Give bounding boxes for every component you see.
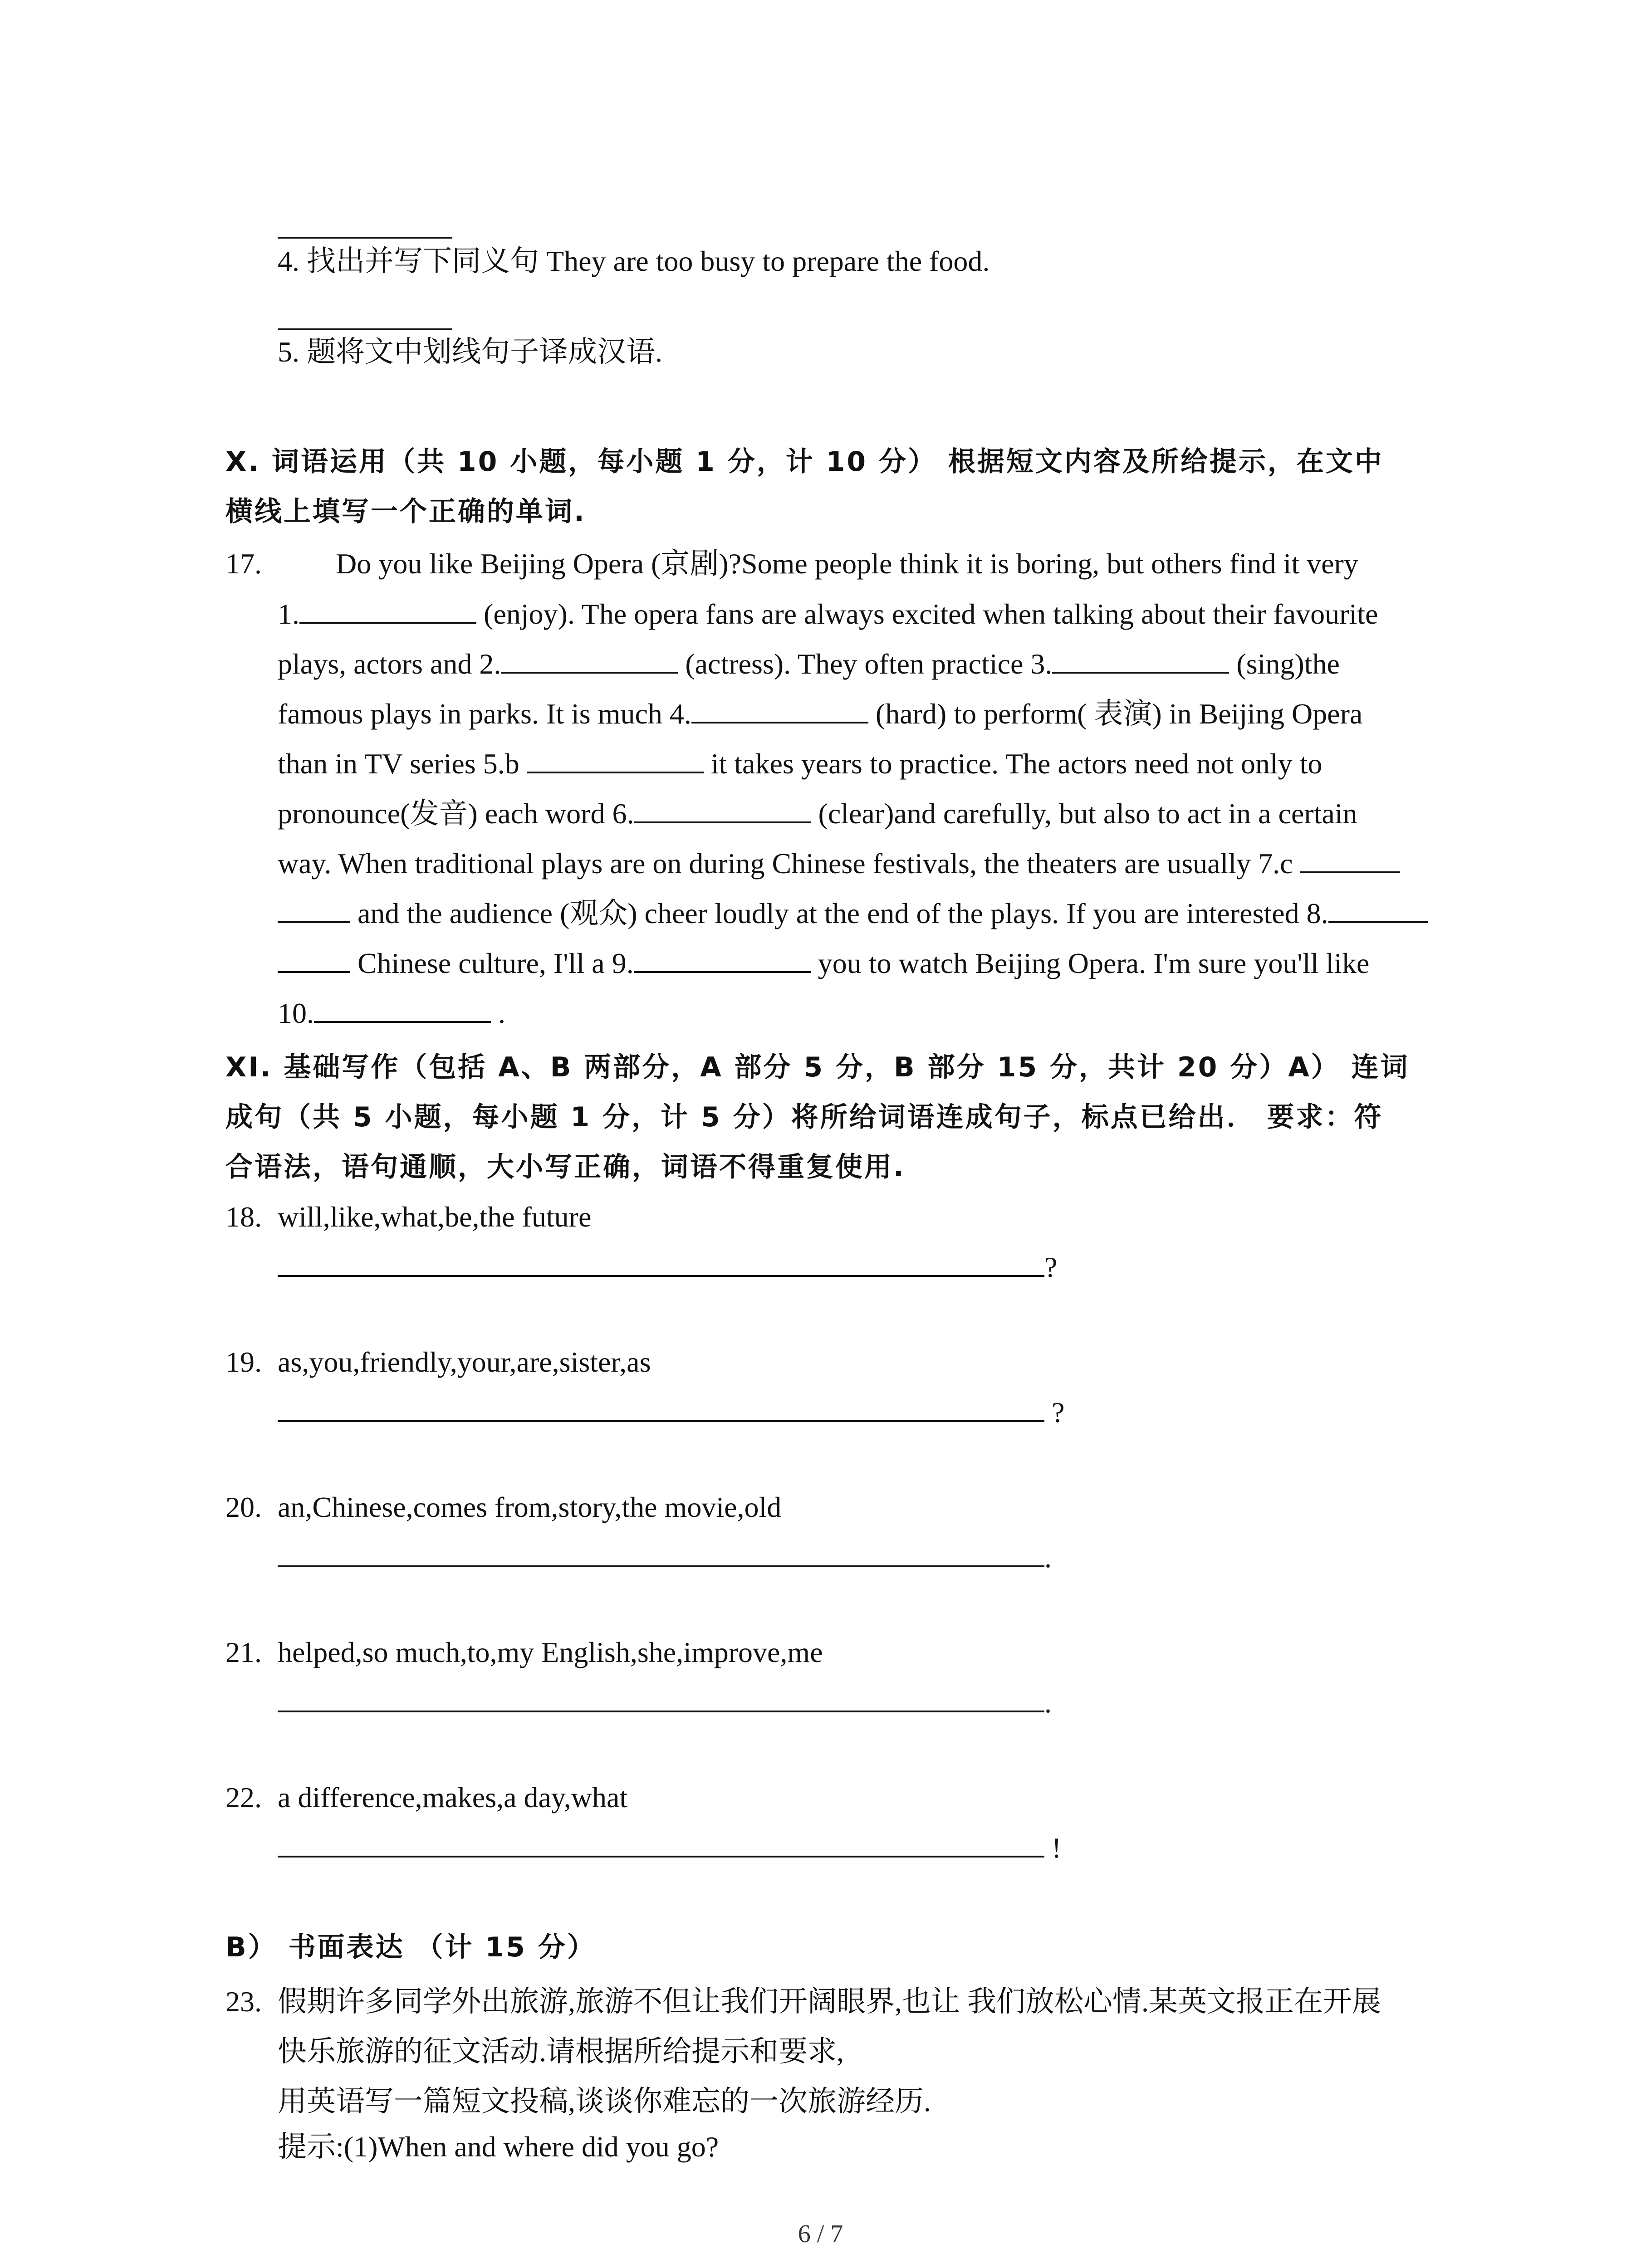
blank-7-cont[interactable]: [278, 895, 350, 923]
passage-line-7: way. When traditional plays are on during Chinese festivals, the theaters are usually 7.c: [278, 845, 1400, 882]
question-23-line-2: 快乐旅游的征文活动.请根据所给提示和要求,: [278, 2035, 844, 2068]
question-4: 4. 找出并写下同义句 They are too busy to prepare the food.: [278, 245, 990, 277]
blank-2[interactable]: [501, 645, 678, 674]
question-5: 5. 题将文中划线句子译成汉语.: [278, 336, 662, 368]
passage-line-3: plays, actors and 2. (actress). They often practice 3. (sing)the: [278, 645, 1340, 682]
question-21-number: 21.: [225, 1636, 262, 1668]
blank-5[interactable]: [527, 745, 704, 773]
question-17-number: 17.: [225, 547, 262, 580]
question-20-number: 20.: [225, 1491, 262, 1523]
answer-blank[interactable]: [278, 237, 452, 239]
question-18-answer-line: ?: [278, 1249, 1057, 1286]
blank-10[interactable]: [314, 995, 491, 1023]
page-number: 6 / 7: [798, 2220, 843, 2248]
question-20-answer-line: .: [278, 1539, 1052, 1576]
blank-6[interactable]: [634, 795, 811, 823]
question-22-number: 22.: [225, 1781, 262, 1813]
blank-9[interactable]: [634, 945, 811, 973]
section-xi-heading-cont: 合语法，语句通顺，大小写正确，词语不得重复使用.: [225, 1151, 906, 1183]
passage-line-8: and the audience (观众) cheer loudly at the end of the plays. If you are interested 8.: [278, 895, 1428, 932]
answer-blank[interactable]: [278, 328, 452, 330]
blank-1[interactable]: [299, 596, 476, 624]
answer-blank[interactable]: [278, 1539, 1044, 1567]
question-19-words: as,you,friendly,your,are,sister,as: [278, 1346, 651, 1378]
question-23-line-3: 用英语写一篇短文投稿,谈谈你难忘的一次旅游经历.: [278, 2085, 931, 2117]
passage-line-4: famous plays in parks. It is much 4. (hard) to perform( 表演) in Beijing Opera: [278, 695, 1362, 732]
section-xi-heading-cont: 成句（共 5 小题，每小题 1 分，计 5 分）将所给词语连成句子，标点已给出． 要求：符: [225, 1101, 1383, 1133]
passage-line-2: 1. (enjoy). The opera fans are always excited when talking about their favourite: [278, 596, 1378, 632]
answer-blank[interactable]: [278, 1394, 1044, 1422]
passage-line-9: Chinese culture, I'll a 9. you to watch Beijing Opera. I'm sure you'll like: [278, 945, 1369, 982]
blank-3[interactable]: [1052, 645, 1229, 674]
question-18-number: 18.: [225, 1201, 262, 1233]
answer-blank[interactable]: [278, 1249, 1044, 1277]
part-b-heading: B） 书面表达 （计 15 分）: [225, 1931, 596, 1963]
passage-line-1: Do you like Beijing Opera (京剧)?Some people think it is boring, but others find it very: [336, 547, 1358, 580]
blank-8-cont[interactable]: [278, 945, 350, 973]
blank-8[interactable]: [1328, 895, 1428, 923]
question-18-words: will,like,what,be,the future: [278, 1201, 592, 1233]
passage-line-10: 10. .: [278, 995, 505, 1031]
answer-blank[interactable]: [278, 1829, 1044, 1857]
section-xi-heading: XI. 基础写作（包括 A、B 两部分，A 部分 5 分，B 部分 15 分，共计 20 分）A） 连词: [225, 1051, 1410, 1083]
question-20-words: an,Chinese,comes from,story,the movie,old: [278, 1491, 782, 1523]
question-22-words: a difference,makes,a day,what: [278, 1781, 628, 1813]
question-19-answer-line: ?: [278, 1394, 1064, 1431]
question-23-number: 23.: [225, 1985, 262, 2018]
passage-line-5: than in TV series 5.b it takes years to practice. The actors need not only to: [278, 745, 1322, 782]
question-23-line-1: 假期许多同学外出旅游,旅游不但让我们开阔眼界,也让 我们放松心情.某英文报正在开展: [278, 1985, 1381, 2018]
question-23-line-4: 提示:(1)When and where did you go?: [278, 2131, 719, 2163]
question-21-words: helped,so much,to,my English,she,improve,me: [278, 1636, 823, 1668]
question-21-answer-line: .: [278, 1684, 1052, 1721]
question-19-number: 19.: [225, 1346, 262, 1378]
answer-blank[interactable]: [278, 1684, 1044, 1712]
passage-line-6: pronounce(发音) each word 6. (clear)and carefully, but also to act in a certain: [278, 795, 1357, 832]
section-x-heading-cont: 横线上填写一个正确的单词.: [225, 496, 586, 528]
section-x-heading: X. 词语运用（共 10 小题，每小题 1 分，计 10 分） 根据短文内容及所给提示，在文中: [225, 446, 1384, 478]
question-22-answer-line: !: [278, 1829, 1061, 1866]
blank-7[interactable]: [1300, 845, 1400, 873]
blank-4[interactable]: [691, 695, 868, 723]
